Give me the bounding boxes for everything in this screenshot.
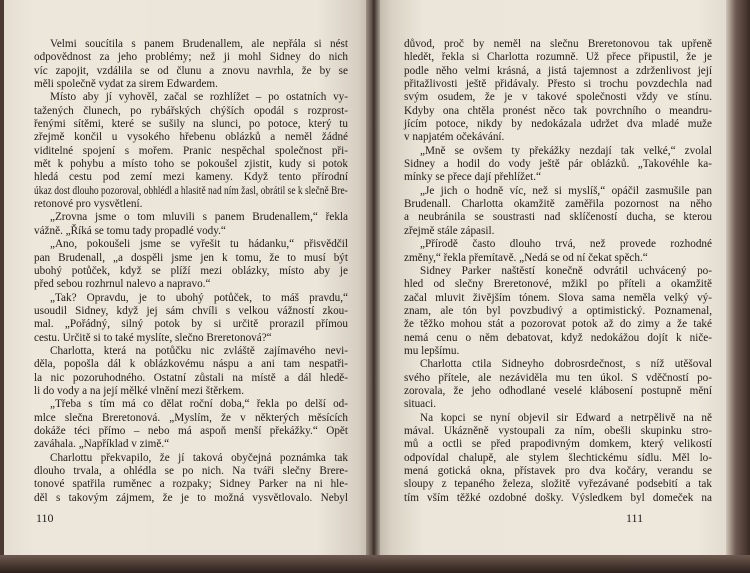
text-line: děla, popošla dál k oblázkovému náspu a ani tam nespatři- — [34, 358, 348, 371]
text-line: tažených člunech, po rybářských chýších opodál s rozprost- — [34, 104, 348, 117]
text-line: důvod, proč by neměl na slečnu Breretonovou tak upřeně — [404, 38, 712, 50]
left-page — [4, 0, 372, 560]
right-page-text — [404, 38, 712, 505]
text-line: sloupy z tepaného železa, složitě vyřezávané podsebití a tak — [404, 478, 712, 491]
text-line: situaci. — [404, 398, 437, 411]
text-line: „Přírodě často dlouho trvá, než provede rozhodné — [420, 238, 712, 251]
left-page-text — [34, 38, 348, 505]
text-line: mů a octli se před prapodivným domkem, který velikostí — [404, 438, 712, 451]
text-line: la nic pozoruhodného. Ostatní zůstali na místě a dál hledě- — [34, 371, 348, 384]
text-line: „Mně se ovšem ty překážky nezdají tak velké,“ zvolal — [420, 144, 712, 157]
text-line: Kdyby ona chtěla pronést něco tak povrchního o meandru- — [404, 104, 712, 117]
text-line: zřejmě končil u vysokého hřebenu oblázků a neměl žádné — [34, 131, 348, 144]
text-line: dlouho trvala, a ohlédla se po nich. Na tváři slečny Brere- — [34, 465, 348, 477]
page-edge — [726, 0, 750, 573]
book-cover-edge — [0, 555, 750, 573]
text-line: děl s takovým zájmem, že je to možná vysvětlovalo. Nebyl — [34, 491, 348, 504]
text-line: mět k pohybu a místo toho se pokoušel zjistit, kudy si potok — [34, 158, 348, 171]
text-line: li do vody a na její mělké vlnění mezi štěrkem. — [34, 384, 245, 397]
text-line: přitažlivosti ještě přidávaly. Přesto si trochu povzdechla nad — [404, 78, 712, 91]
text-line: svého přítele, ale nezáviděla mu ten úkol. S vděčností po- — [404, 371, 712, 384]
text-line: před sebou rozhrnul nalevo a napravo.“ — [34, 278, 211, 291]
text-line: hled od slečny Breretonové, mžikl po příteli a okamžitě — [404, 278, 712, 291]
text-line: znam, ale tón byl povzbudivý a optimistický. Poznamenal, — [404, 304, 712, 317]
left-page-number: 110 — [36, 511, 54, 525]
text-line: zaváhala. „Například v zimě.“ — [34, 438, 170, 451]
text-line: jícím potoce, nikdy by nedokázala udržet dva mladé muže — [404, 118, 712, 131]
text-line: cestu. Určitě si to také myslíte, slečno Breretonová?“ — [34, 331, 272, 344]
text-line: mu lepšímu. — [404, 344, 460, 357]
text-line: mával. Ukázněně vystoupali za ním, obešli skupinku stro- — [404, 424, 712, 437]
text-line: „Ano, pokoušeli jsme se vyřešit tu hádanku,“ přisvědčil — [50, 238, 348, 251]
text-line: „Třeba s tím má co dělat roční doba,“ řekla po delší od- — [50, 398, 348, 411]
text-line: tonové spatřila ruměnec a rozpaky; Sidney Parker na ni hle- — [34, 478, 348, 491]
text-line: Na kopci se nyní objevil sir Edward a netrpělivě na ně — [420, 411, 712, 424]
text-line: tím vším těžké ozdobné došky. Výsledkem byl domeček na — [404, 491, 712, 504]
text-line: odpovědnost za jeho problémy; než ji mohl Sidney do nich — [34, 51, 348, 64]
text-line: a neubránila se soustrasti nad sklíčeností ducha, se kterou — [404, 211, 712, 224]
text-line: Charlotta, která na potůčku nic zvláště zajímavého nevi- — [50, 344, 348, 357]
text-line: v napjatém očekávání. — [404, 131, 505, 144]
text-line: mená gotická okna, přístavek pro dva kočáry, verandu se — [404, 465, 712, 477]
text-line: mlce slečna Breretonová. „Myslím, že v některých měsících — [34, 411, 348, 424]
text-line: viditelné spojení s mořem. Pranic nespěchal společnost při- — [34, 144, 348, 157]
text-line: hledá cestu pod zemí mezi kameny. Když tento přírodní — [34, 171, 348, 184]
text-line: Charlotta ctila Sidneyho dobrosrdečnost, s níž utěšoval — [420, 358, 712, 371]
text-line: vážně. „Říká se tomu tady propadlé vody.“ — [34, 224, 226, 237]
right-page-number: 111 — [626, 511, 644, 525]
text-line: úkaz dost dlouho pozoroval, obhlédl a hlasitě nad ním žasl, obrátil se k slečně Bre- — [34, 184, 348, 197]
text-line: pan Brudenall, „a dospěli jsme jen k tomu, že to musí být — [34, 251, 348, 264]
text-line: zorovala, že jeho odhodlané veselé klábosení postupně mění — [404, 384, 712, 397]
text-line: řenými sítěmi, které se sušily na slunci, po potoce, který tu — [34, 118, 348, 131]
text-line: Velmi soucítila s panem Brudenallem, ale nepřála si nést — [50, 38, 348, 50]
text-line: nemá cenu o něm debatovat, když nedokážou dojít k niče- — [404, 331, 712, 344]
text-line: že těžko mohou stát a pozorovat potok až do zimy a že také — [404, 318, 712, 331]
text-line: víc zapojit, vzdálila se od člunu a znovu navrhla, že by se — [34, 64, 348, 77]
text-line: Brudenall. Charlotta okamžitě zaměřila pozornost na něho — [404, 198, 712, 211]
text-line: začal mluvit živějším tónem. Slova sama neměla velký vý- — [404, 291, 712, 304]
right-page — [374, 0, 726, 560]
text-line: odpovídal chalupě, ale stylem šlechtickému sídlu. Měl lo- — [404, 451, 712, 464]
text-line: usoudil Sidney, když jej sám chvíli s velkou vážností zkou- — [34, 304, 348, 317]
text-line: „Je jich o hodně víc, než si myslíš,“ opáčil zasmušile pan — [420, 184, 712, 197]
text-line: Sidney Parker naštěstí konečně odvrátil uchvácený po- — [420, 264, 712, 277]
text-line: svým osudem, že je v takové společnosti vždy ve stínu. — [404, 91, 712, 104]
text-line: změny,“ řekla přemítavě. „Nedá se od ní čekat spěch.“ — [404, 251, 648, 264]
text-line: hledět, řekla si Charlotta rozumně. Už přece připustil, že je — [404, 51, 712, 64]
text-line: ubohý potůček, když se plíží mezi oblázky, místo aby je — [34, 264, 348, 277]
text-line: mal. „Pořádný, silný potok by si určitě prorazil přímou — [34, 318, 348, 331]
text-line: měli společně vydat za sirem Edwardem. — [34, 78, 218, 91]
text-line: retonové pro vysvětlení. — [34, 198, 143, 211]
text-line: dokáže téci přímo – nebo má aspoň menší překážky.“ Opět — [34, 424, 348, 437]
text-line: podle něho velmi krásná, a jistá tajemnost a zdrženlivost její — [404, 64, 712, 77]
text-line: Místo aby jí vyhověl, začal se rozhlížet – po ostatních vy- — [50, 91, 348, 104]
text-line: zřejmě stále zápasil. — [404, 224, 495, 237]
text-line: mínky se přece dají přehlížet.“ — [404, 171, 541, 184]
text-line: Charlottu překvapilo, že jí taková obyčejná poznámka tak — [50, 451, 348, 464]
book-gutter — [366, 0, 380, 573]
text-line: „Tak? Opravdu, je to ubohý potůček, to máš pravdu,“ — [50, 291, 348, 304]
text-line: „Zrovna jsme o tom mluvili s panem Brudenallem,“ řekla — [50, 211, 348, 224]
text-line: Sidney a hodil do vody ještě pár oblázků. „Takovéhle ka- — [404, 158, 712, 171]
